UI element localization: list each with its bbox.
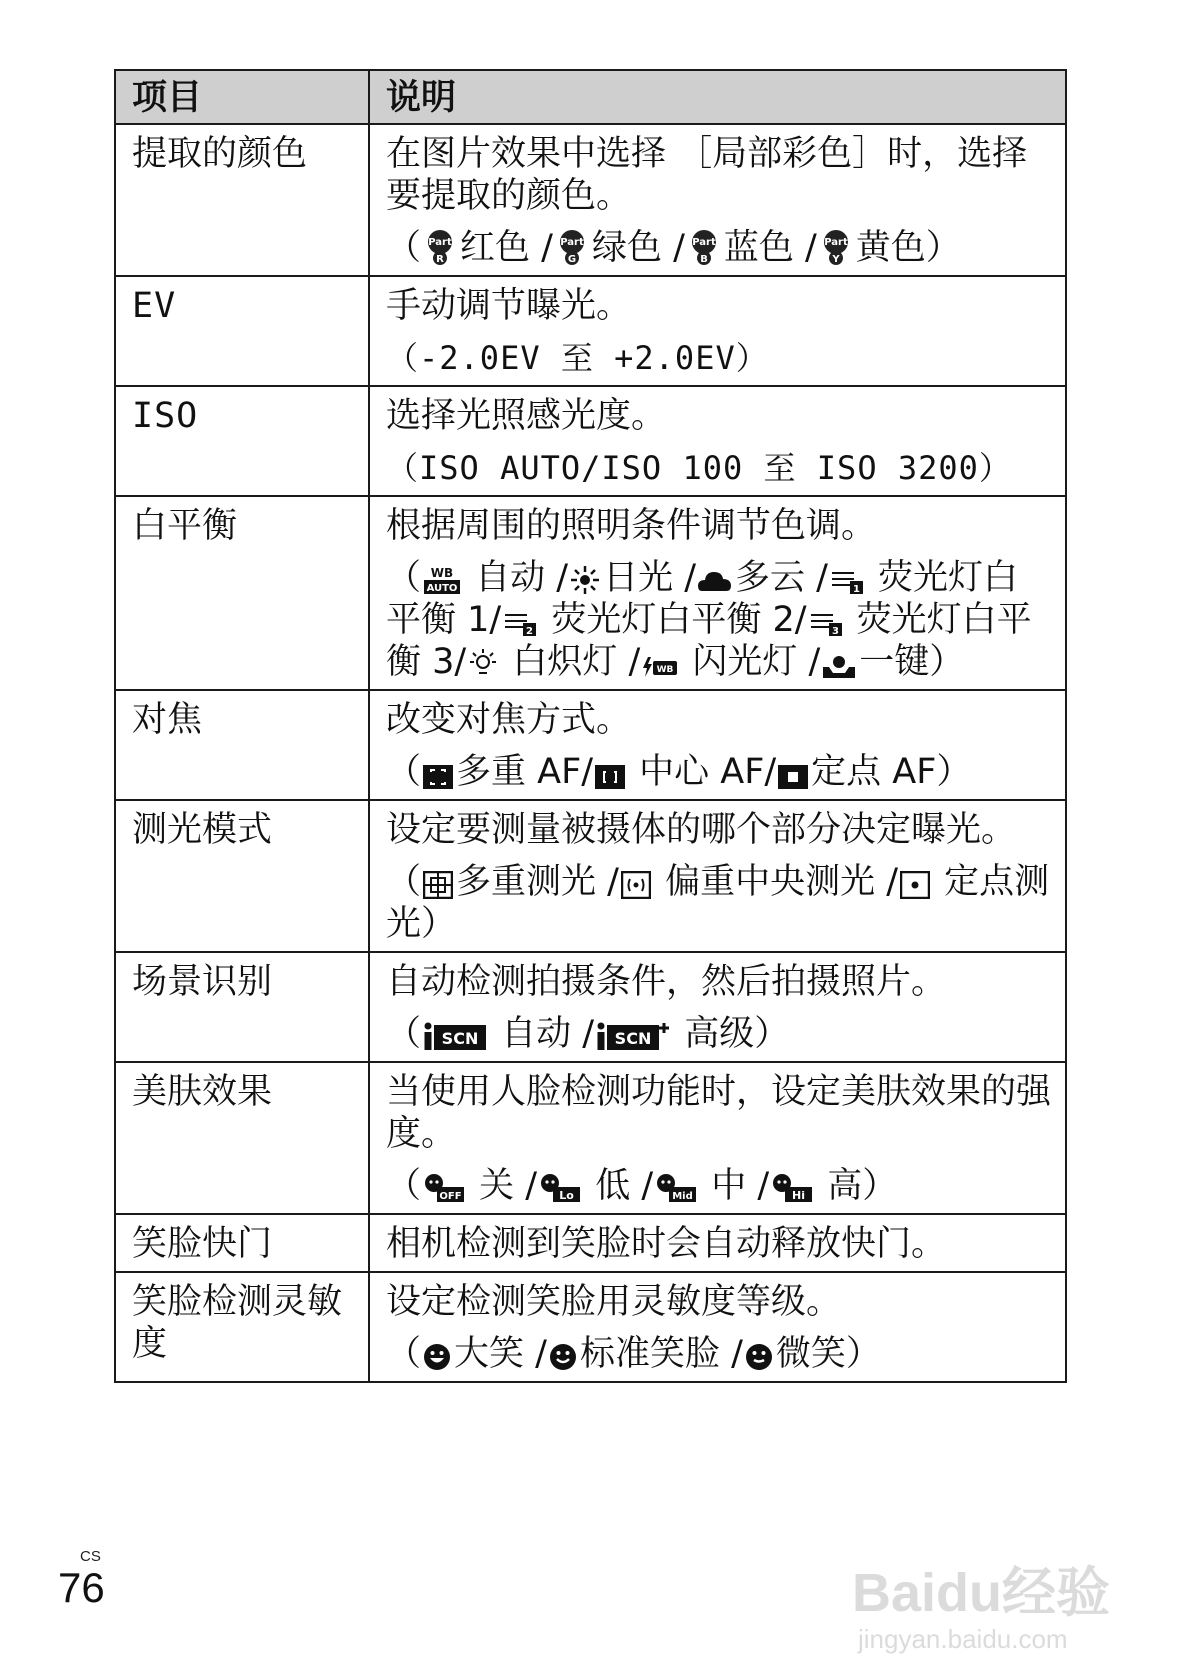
item-cell: EV [115,276,369,386]
part-color-g-icon [555,229,589,265]
desc-text: 选择光照感光度。 [386,396,667,436]
smile-slight-icon [745,1343,773,1371]
desc-cell [369,690,1066,800]
desc-text: 根据周围的照明条件调节色调。 [386,506,877,546]
desc-text: 当使用人脸检测功能时，设定美肤效果的强度。 [386,1072,1052,1154]
desc-text: 在图片效果中选择 ［局部彩色］时，选择要提取的颜色。 [386,134,1028,216]
multi-af-icon [423,765,453,789]
svg-text:3: 3 [831,626,839,637]
option-label: 微笑） [775,1334,881,1374]
open-paren: （ [386,558,422,598]
option-label: 大笑 / [454,1334,547,1374]
baidu-watermark [852,1520,1152,1660]
option-label: 多重测光 / [456,862,619,902]
wb-auto-icon [423,565,461,595]
scn-text: SCN [441,1029,479,1048]
part-icon-glyph: Y [832,254,840,265]
open-paren: （ [386,862,422,902]
iscn-auto-icon [423,1021,487,1051]
center-metering-icon [621,871,651,899]
option-label: 高） [816,1166,898,1206]
header-item: 项目 [115,70,369,124]
multi-metering-icon [423,871,453,899]
item-cell: 美肤效果 [115,1062,369,1214]
option-label: 高级） [673,1014,790,1054]
part-icon-text: Part [692,237,716,248]
option-label: 中 / [700,1166,770,1206]
spot-af-icon [778,765,808,789]
option-label: 一键） [859,642,965,682]
option-label: 闪光灯 / [681,642,821,682]
option-label: 多云 / [734,558,828,598]
soft-skin-lo-icon [539,1171,581,1203]
auto-text: AUTO [426,583,458,594]
table-row [115,800,1066,952]
open-paren: （ [386,1334,422,1374]
part-color-b-icon [687,229,721,265]
desc-cell [369,1214,1066,1272]
item-cell: 测光模式 [115,800,369,952]
options-line [386,227,1051,269]
center-af-icon [595,765,625,789]
part-color-y-icon [819,229,853,265]
option-label: 红色 / [460,228,553,268]
options-line [386,1165,1051,1207]
desc-text: 自动检测拍摄条件，然后拍摄照片。 [386,962,947,1002]
option-label: 荧光灯白平衡 1/ [386,558,1019,640]
settings-table [114,69,1067,1383]
desc-text: 手动调节曝光。 [386,286,632,326]
table-row [115,1272,1066,1382]
scn-text: SCN [614,1029,652,1048]
part-icon-text: Part [428,237,452,248]
table-header-row [115,70,1066,124]
table-row [115,1062,1066,1214]
part-icon-glyph: G [567,254,577,265]
smile-normal-icon [549,1343,577,1371]
desc-cell [369,496,1066,690]
option-label: 荧光灯白平衡 3/ [386,600,1032,682]
option-label: 关 / [468,1166,538,1206]
open-paren: （ [386,228,422,268]
table-row [115,1214,1066,1272]
table-row [115,496,1066,690]
table-row [115,690,1066,800]
iscn-advanced-icon [596,1021,670,1051]
option-label: 白炽灯 / [501,642,641,682]
soft-skin-glyph: Lo [559,1189,574,1202]
part-color-r-icon [423,229,457,265]
part-icon-glyph: R [436,254,444,265]
option-label: 中心 AF/ [628,752,777,792]
soft-skin-hi-icon [771,1171,813,1203]
table-row [115,124,1066,276]
fluorescent-1-icon [830,567,864,595]
flash-wb-text: WB [656,665,674,675]
fluorescent-3-icon [809,609,843,637]
soft-skin-glyph: Hi [792,1189,806,1202]
desc-text: 设定要测量被摄体的哪个部分决定曝光。 [386,810,1017,850]
range-text: （ISO AUTO/ISO 100 至 ISO 3200） [386,449,1012,487]
item-cell: 笑脸快门 [115,1214,369,1272]
desc-cell [369,276,1066,386]
table-row [115,952,1066,1062]
desc-cell [369,1272,1066,1382]
fluorescent-2-icon [503,609,537,637]
table-row [115,386,1066,496]
soft-skin-glyph: OFF [439,1191,462,1202]
spot-metering-icon [900,871,930,899]
table-row [115,276,1066,386]
part-icon-text: Part [560,237,584,248]
part-icon-text: Part [824,237,848,248]
option-label: 多重 AF/ [456,752,594,792]
part-icon-glyph: B [700,254,708,265]
open-paren: （ [386,1166,422,1206]
item-cell: 笑脸检测灵敏度 [115,1272,369,1382]
desc-cell [369,386,1066,496]
flash-wb-icon [642,655,678,679]
options-line [386,1333,1051,1375]
svg-text:1: 1 [852,584,860,595]
option-label: 荧光灯白平衡 2/ [540,600,807,640]
option-label: 定点 AF） [811,752,972,792]
one-push-icon [822,653,856,679]
desc-cell [369,1062,1066,1214]
desc-cell [369,800,1066,952]
option-label: 蓝色 / [723,228,817,268]
desc-text: 设定检测笑脸用灵敏度等级。 [386,1282,842,1322]
item-cell: 场景识别 [115,952,369,1062]
smile-big-icon [423,1343,451,1371]
option-label: 偏重中央测光 / [653,862,898,902]
daylight-icon [570,565,600,595]
item-cell: 白平衡 [115,496,369,690]
desc-cell [369,952,1066,1062]
desc-cell [369,124,1066,276]
range-text: （-2.0EV 至 +2.0EV） [386,339,769,377]
soft-skin-glyph: Mid [672,1191,693,1202]
watermark-url: jingyan.baidu.com [858,1624,1068,1654]
desc-text: 相机检测到笑脸时会自动释放快门。 [386,1224,947,1264]
header-desc: 说明 [369,70,1066,124]
open-paren: （ [386,1014,422,1054]
wb-text: WB [430,566,454,580]
incandescent-icon [468,649,498,679]
option-label: 标准笑脸 / [579,1334,743,1374]
options-line [386,751,1051,793]
soft-skin-off-icon [423,1171,465,1203]
item-cell: ISO [115,386,369,496]
option-label: 定点测光） [386,862,1050,944]
desc-text: 改变对焦方式。 [386,700,632,740]
option-label: 低 / [584,1166,654,1206]
soft-skin-mid-icon [655,1171,697,1203]
watermark-logo: Baidu经验 [852,1563,1111,1623]
options-line [386,1013,1051,1055]
options-line [386,557,1051,683]
language-code: CS [80,1548,101,1565]
option-label: 黄色） [855,228,961,268]
svg-text:2: 2 [526,626,534,637]
page-number: 76 [58,1564,105,1611]
option-label: 自动 / [464,558,569,598]
options-line [386,861,1051,945]
option-label: 自动 / [490,1014,595,1054]
cloudy-icon [698,567,732,595]
item-cell: 提取的颜色 [115,124,369,276]
open-paren: （ [386,752,422,792]
item-cell: 对焦 [115,690,369,800]
option-label: 绿色 / [591,228,685,268]
option-label: 日光 / [603,558,696,598]
